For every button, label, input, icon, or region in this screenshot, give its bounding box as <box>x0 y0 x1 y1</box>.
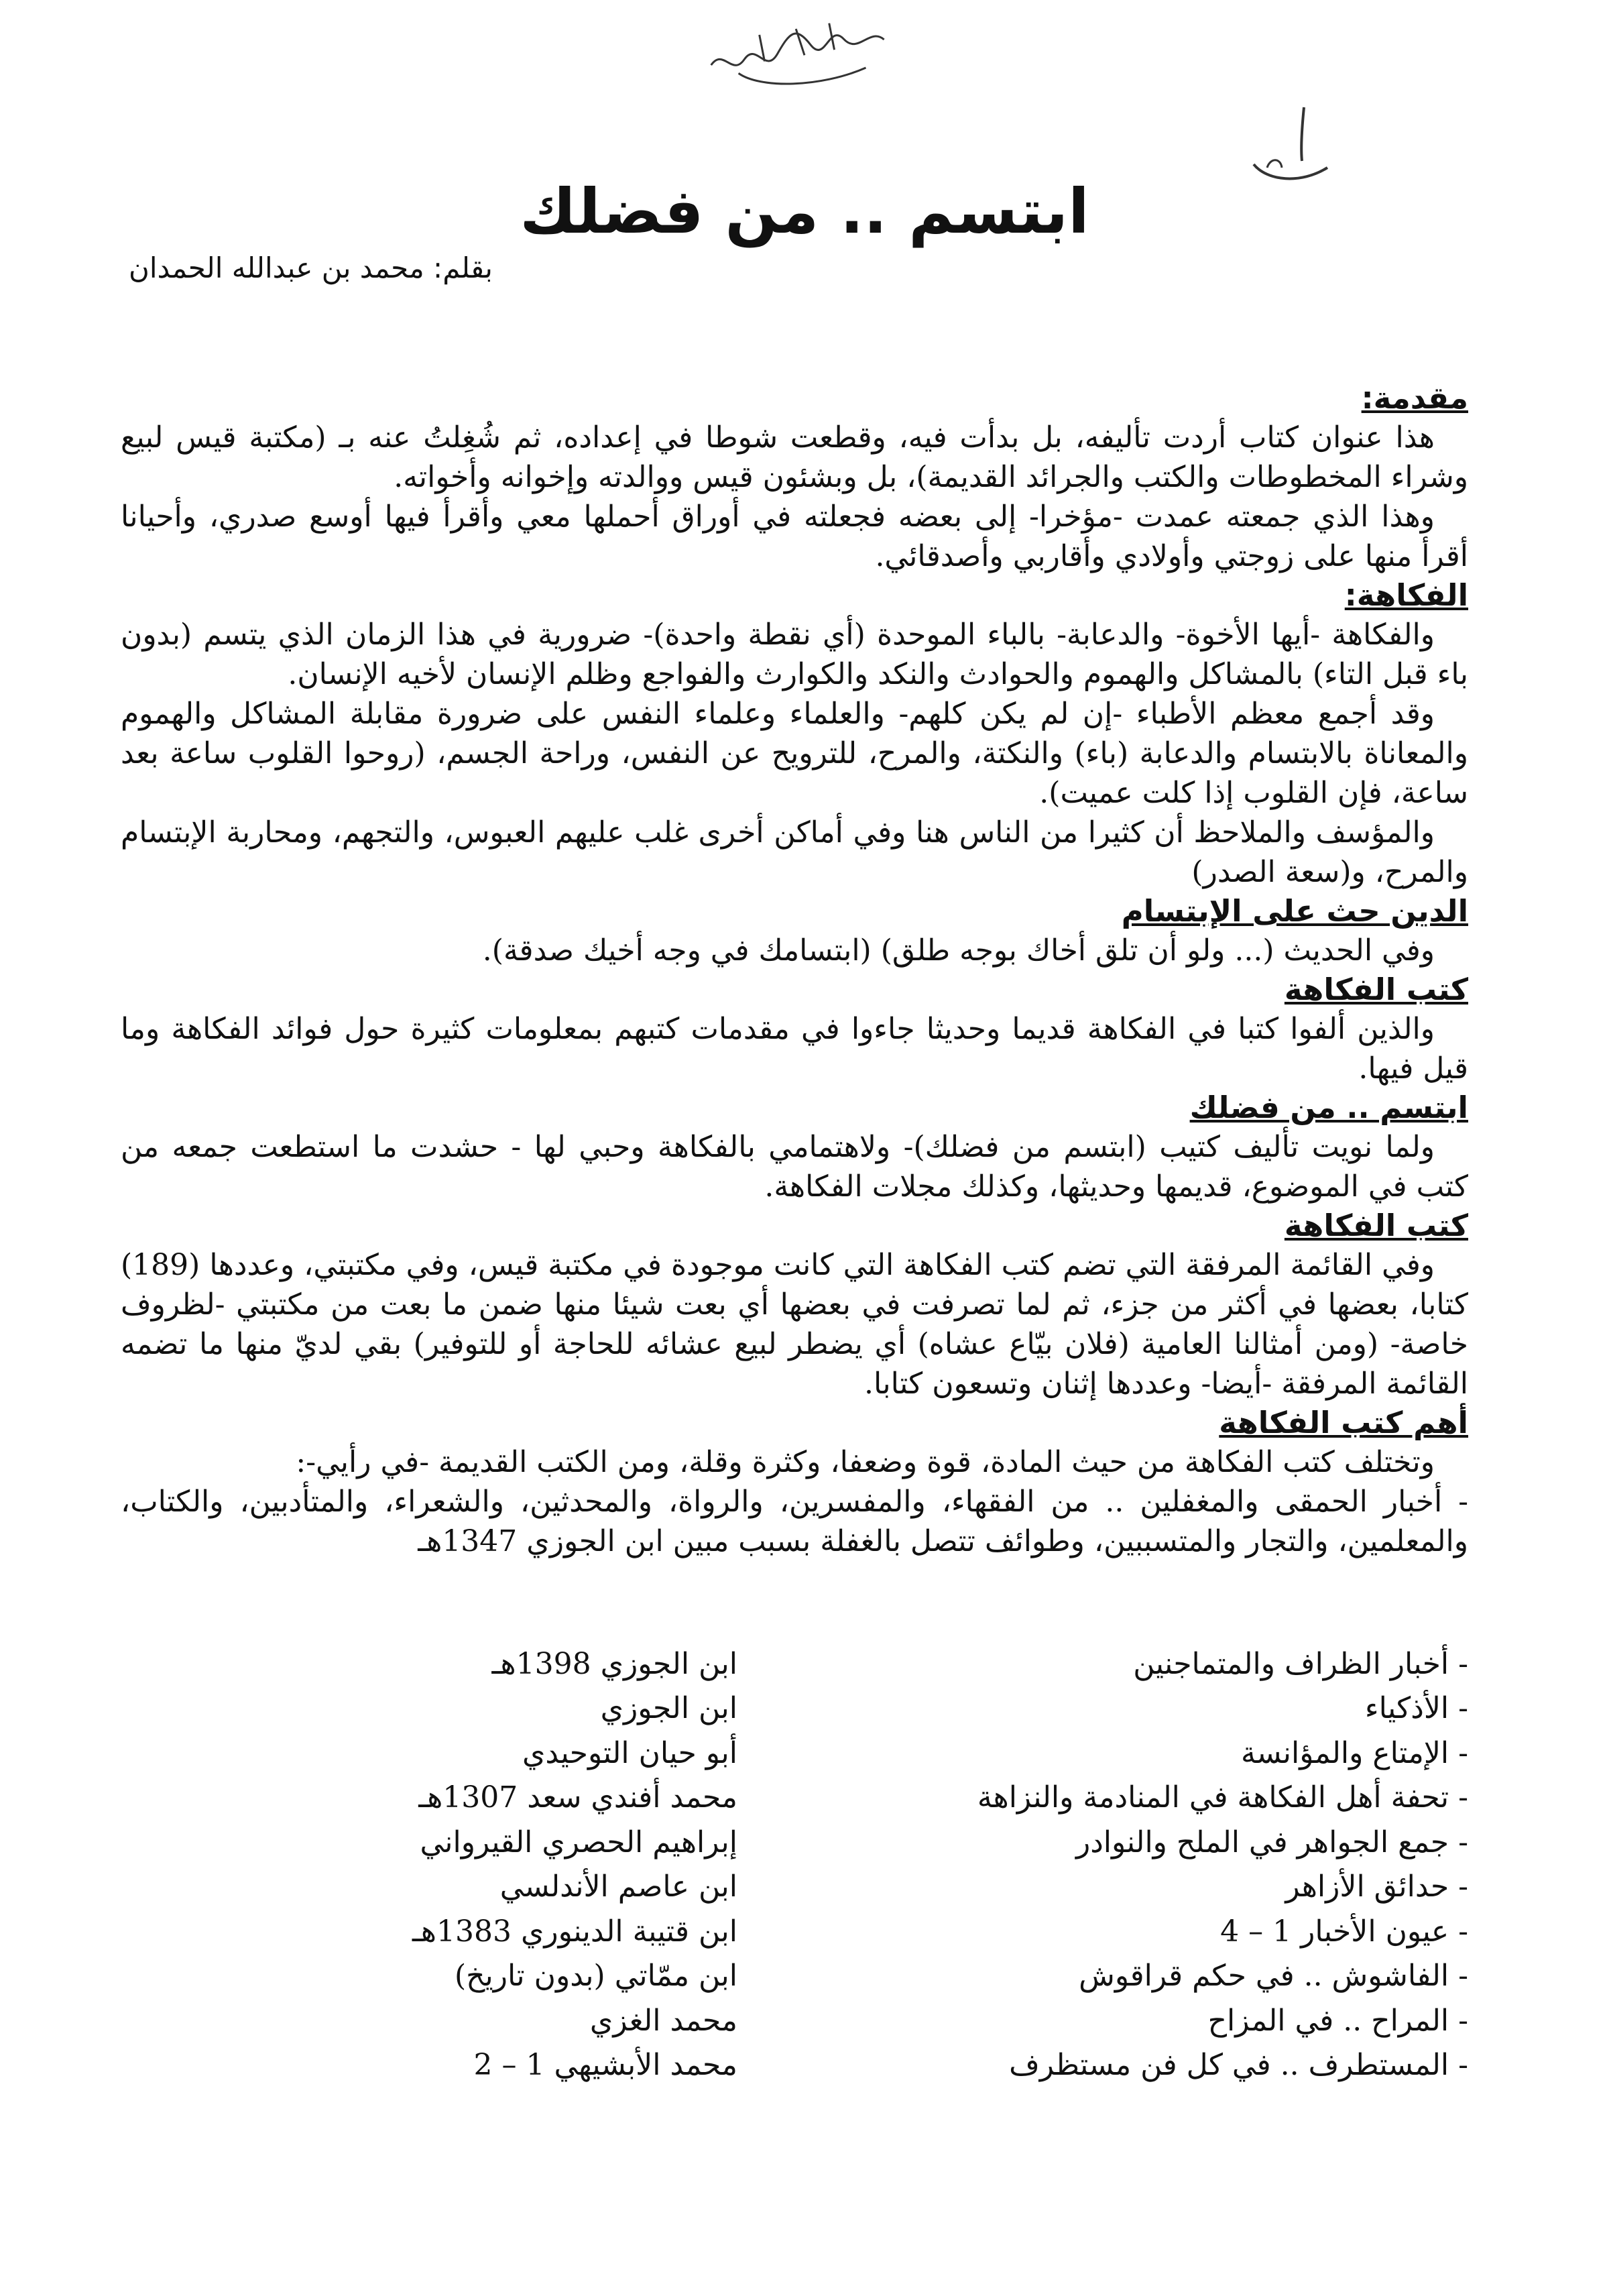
section-heading: مقدمة: <box>1361 380 1468 416</box>
body-content <box>121 379 1468 1561</box>
book-title: - المستطرف .. في كل فن مستظرف <box>1009 2048 1468 2083</box>
book-title: - جمع الجواهر في الملح والنوادر <box>1075 1825 1468 1859</box>
section-smile-please <box>121 1088 1468 1206</box>
handwritten-page-number <box>1240 101 1334 188</box>
book-title: - عيون الأخبار 1 – 4 <box>1220 1914 1468 1949</box>
section-religion <box>121 892 1468 970</box>
book-author: ابن الجوزي <box>600 1691 737 1726</box>
book-title: - الإمتاع والمؤانسة <box>1240 1735 1468 1770</box>
book-author: محمد أفندي سعد 1307هـ <box>418 1780 737 1815</box>
section-humor-books-list <box>121 1206 1468 1403</box>
section-heading: أهم كتب الفكاهة <box>1219 1405 1468 1440</box>
section-heading: الدين حث على الإبتسام <box>1121 893 1468 929</box>
handwritten-basmala <box>695 12 901 100</box>
book-author: محمد الغزي <box>589 2003 737 2038</box>
section-heading: ابتسم .. من فضلك <box>1189 1090 1468 1125</box>
book-author: ابن عاصم الأندلسي <box>499 1870 737 1904</box>
list-item <box>134 1686 1468 1731</box>
handwritten-page-number-icon <box>1240 101 1334 188</box>
paragraph: وفي القائمة المرفقة التي تضم كتب الفكاهة التي كانت موجودة في مكتبة قيس، وفي مكتبتي، وعددها (189) كتابا، بعضها في أكثر من جزء، ثم لما تصرفت في بعضها أي بعت شيئا منها ضمن ما بعت من مكتبتي -لظروف خاصة- (ومن أمثالنا العامية (فلان بيّاع عشاه) أي يضطر لبيع عشائه للحاجة أو للتوفير) بقي لديّ منها ما تضمه القائمة المرفقة -أيضا- وعددها إثنان وتسعون كتابا. <box>121 1248 1468 1401</box>
paragraph: والفكاهة -أيها الأخوة- والدعابة- بالباء الموحدة (أي نقطة واحدة)- ضرورية في هذا الزمان الذي يتسم (بدون باء قبل التاء) بالمشاكل والهموم والحوادث والنكد والكوارث والفواجع وظلم الإنسان لأخيه الإنسان. <box>121 618 1468 691</box>
section-humor <box>121 576 1468 892</box>
book-title: - حدائق الأزاهر <box>1285 1870 1468 1904</box>
book-title: - الأذكياء <box>1364 1691 1468 1726</box>
list-item <box>134 1909 1468 1954</box>
handwritten-basmala-scribble-icon <box>695 12 901 100</box>
book-author: ابن قتيبة الدينوري 1383هـ <box>412 1914 737 1949</box>
section-heading: الفكاهة: <box>1344 577 1468 613</box>
list-item <box>134 2043 1468 2088</box>
section-heading: كتب الفكاهة <box>1284 1208 1468 1243</box>
list-item <box>134 1954 1468 1999</box>
paragraph: والمؤسف والملاحظ أن كثيرا من الناس هنا وفي أماكن أخرى غلب عليهم العبوس، والتجهم، ومحاربة الإبتسام والمرح، و(سعة الصدر) <box>121 815 1468 889</box>
section-heading: كتب الفكاهة <box>1284 972 1468 1007</box>
paragraph: وقد أجمع معظم الأطباء -إن لم يكن كلهم- والعلماء وعلماء النفس على ضرورة مقابلة المشاكل والهموم والمعاناة بالابتسام والدعابة (باء) والنكتة، والمرح، للترويح عن النفس، وراحة الجسم، (روحوا القلوب ساعة بعد ساعة، فإن القلوب إذا كلت عميت). <box>121 697 1468 810</box>
book-title: - المراح .. في المزاح <box>1207 2003 1468 2038</box>
books-list <box>134 1642 1468 2087</box>
paragraph: هذا عنوان كتاب أردت تأليفه، بل بدأت فيه، وقطعت شوطا في إعداده، ثم شُغِلتُ عنه بـ (مكتبة قيس لبيع وشراء المخطوطات والكتب والجرائد القديمة)، بل وبشئون قيس ووالدته وإخوانه وأخواته. <box>121 420 1468 494</box>
page-title: ابتسم .. من فضلك <box>520 176 1089 247</box>
list-item <box>134 1776 1468 1821</box>
bullet-item: - أخبار الحمقى والمغفلين .. من الفقهاء، والمفسرين، والرواة، والمحدثين، والشعراء، والمتأدبين، والكتاب، والمعلمين، والتجار والمتسببين، وطوائف تتصل بالغفلة بسبب مبين ابن الجوزي 1347هـ <box>121 1485 1468 1558</box>
book-author: ابن ممّاتي (بدون تاريخ) <box>454 1959 737 1994</box>
section-humor-books <box>121 970 1468 1088</box>
book-author: أبو حيان التوحيدي <box>522 1735 737 1770</box>
section-intro <box>121 379 1468 576</box>
book-title: - تحفة أهل الفكاهة في المنادمة والنزاهة <box>977 1780 1468 1815</box>
paragraph: وفي الحديث (... ولو أن تلق أخاك بوجه طلق) (ابتسامك في وجه أخيك صدقة). <box>482 933 1435 968</box>
list-item <box>134 1820 1468 1865</box>
list-item <box>134 1642 1468 1686</box>
paragraph: ولما نويت تأليف كتيب (ابتسم من فضلك)- ولاهتمامي بالفكاهة وحبي لها - حشدت ما استطعت جمعه من كتب في الموضوع، قديمها وحديثها، وكذلك مجلات الفكاهة. <box>121 1130 1468 1204</box>
book-author: ابن الجوزي 1398هـ <box>491 1646 737 1681</box>
book-title: - الفاشوش .. في حكم قراقوش <box>1079 1959 1468 1994</box>
paragraph: وتختلف كتب الفكاهة من حيث المادة، قوة وضعفا، وكثرة وقلة، ومن الكتب القديمة -في رأيي-: <box>296 1445 1435 1479</box>
list-item <box>134 1731 1468 1776</box>
paragraph: وهذا الذي جمعته عمدت -مؤخرا- إلى بعضه فجعلته في أوراق أحملها معي وأقرأ فيها أوسع صدري، وأحيانا أقرأ منها على زوجتي وأولادي وأقاربي وأصدقائي. <box>121 500 1468 573</box>
list-item <box>134 1865 1468 1910</box>
author-line: بقلم: محمد بن عبدالله الحمدان <box>128 251 493 284</box>
section-important-books <box>121 1403 1468 1561</box>
list-item <box>134 1998 1468 2043</box>
book-author: محمد الأبشيهي 1 – 2 <box>473 2048 737 2083</box>
paragraph: والذين ألفوا كتبا في الفكاهة قديما وحديثا جاءوا في مقدمات كتبهم بمعلومات كثيرة حول فوائد الفكاهة وما قيل فيها. <box>121 1012 1468 1086</box>
book-author: إبراهيم الحصري القيرواني <box>420 1825 737 1859</box>
book-title: - أخبار الظراف والمتماجنين <box>1133 1646 1468 1681</box>
